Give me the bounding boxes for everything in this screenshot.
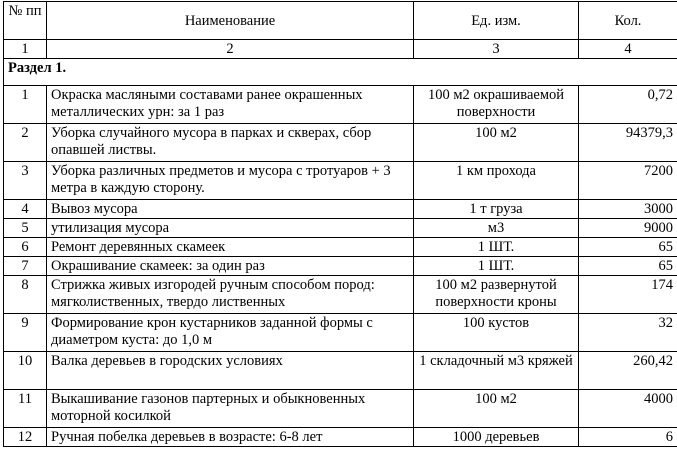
- header-num: № пп: [4, 2, 47, 40]
- table-row: [4, 257, 677, 276]
- row-unit: 1 ШТ.: [414, 238, 579, 257]
- row-unit: 100 м2 окрашиваемой поверхности: [414, 86, 579, 124]
- row-num: 5: [4, 219, 47, 238]
- row-unit: 100 м2: [414, 124, 579, 162]
- row-name: Окраска масляными составами ранее окрашенных металлических урн: за 1 раз: [47, 86, 414, 124]
- section-row: [4, 59, 677, 86]
- row-num: 4: [4, 200, 47, 219]
- column-index: 1: [4, 40, 47, 59]
- table-row: [4, 124, 677, 162]
- table-header-row: [4, 2, 677, 40]
- header-name: Наименование: [47, 2, 414, 40]
- row-num: 11: [4, 390, 47, 428]
- row-name: Ручная побелка деревьев в возрасте: 6-8 лет: [47, 428, 414, 447]
- table-row: [4, 238, 677, 257]
- row-name: Валка деревьев в городских условиях: [47, 352, 414, 390]
- column-index-row: [4, 40, 677, 59]
- works-table: [3, 1, 677, 447]
- row-unit: 1 км прохода: [414, 162, 579, 200]
- table-row: [4, 219, 677, 238]
- row-qty: 65: [579, 257, 677, 276]
- row-unit: 100 м2 развернутой поверхности кроны: [414, 276, 579, 314]
- row-qty: 7200: [579, 162, 677, 200]
- row-name: Вывоз мусора: [47, 200, 414, 219]
- row-qty: 174: [579, 276, 677, 314]
- row-unit: 1 складочный м3 кряжей: [414, 352, 579, 390]
- row-unit: 100 кустов: [414, 314, 579, 352]
- row-unit: 1 т груза: [414, 200, 579, 219]
- row-name: Формирование крон кустарников заданной формы с диаметром куста: до 1,0 м: [47, 314, 414, 352]
- row-name: Уборка различных предметов и мусора с тротуаров + 3 метра в каждую сторону.: [47, 162, 414, 200]
- row-name: Стрижка живых изгородей ручным способом пород: мягколиственных, твердо лиственных: [47, 276, 414, 314]
- row-num: 8: [4, 276, 47, 314]
- column-index: 2: [47, 40, 414, 59]
- header-unit: Ед. изм.: [414, 2, 579, 40]
- row-num: 10: [4, 352, 47, 390]
- row-num: 2: [4, 124, 47, 162]
- row-num: 3: [4, 162, 47, 200]
- table-row: [4, 276, 677, 314]
- row-qty: 65: [579, 238, 677, 257]
- row-num: 9: [4, 314, 47, 352]
- row-qty: 94379,3: [579, 124, 677, 162]
- row-name: утилизация мусора: [47, 219, 414, 238]
- row-qty: 260,42: [579, 352, 677, 390]
- row-qty: 3000: [579, 200, 677, 219]
- table-row: [4, 162, 677, 200]
- row-unit: 100 м2: [414, 390, 579, 428]
- table-row: [4, 200, 677, 219]
- row-unit: м3: [414, 219, 579, 238]
- row-name: Уборка случайного мусора в парках и скверах, сбор опавшей листвы.: [47, 124, 414, 162]
- row-num: 1: [4, 86, 47, 124]
- row-qty: 32: [579, 314, 677, 352]
- row-name: Выкашивание газонов партерных и обыкновенных моторной косилкой: [47, 390, 414, 428]
- row-qty: 6: [579, 428, 677, 447]
- row-name: Окрашивание скамеек: за один раз: [47, 257, 414, 276]
- section-title: Раздел 1.: [4, 59, 677, 86]
- row-unit: 1 ШТ.: [414, 257, 579, 276]
- table-row: [4, 428, 677, 447]
- table-row: [4, 352, 677, 390]
- row-qty: 9000: [579, 219, 677, 238]
- row-num: 6: [4, 238, 47, 257]
- row-unit: 1000 деревьев: [414, 428, 579, 447]
- table-row: [4, 314, 677, 352]
- row-qty: 0,72: [579, 86, 677, 124]
- row-name: Ремонт деревянных скамеек: [47, 238, 414, 257]
- row-num: 7: [4, 257, 47, 276]
- row-qty: 4000: [579, 390, 677, 428]
- column-index: 4: [579, 40, 677, 59]
- table-row: [4, 390, 677, 428]
- table-row: [4, 86, 677, 124]
- column-index: 3: [414, 40, 579, 59]
- header-qty: Кол.: [579, 2, 677, 40]
- row-num: 12: [4, 428, 47, 447]
